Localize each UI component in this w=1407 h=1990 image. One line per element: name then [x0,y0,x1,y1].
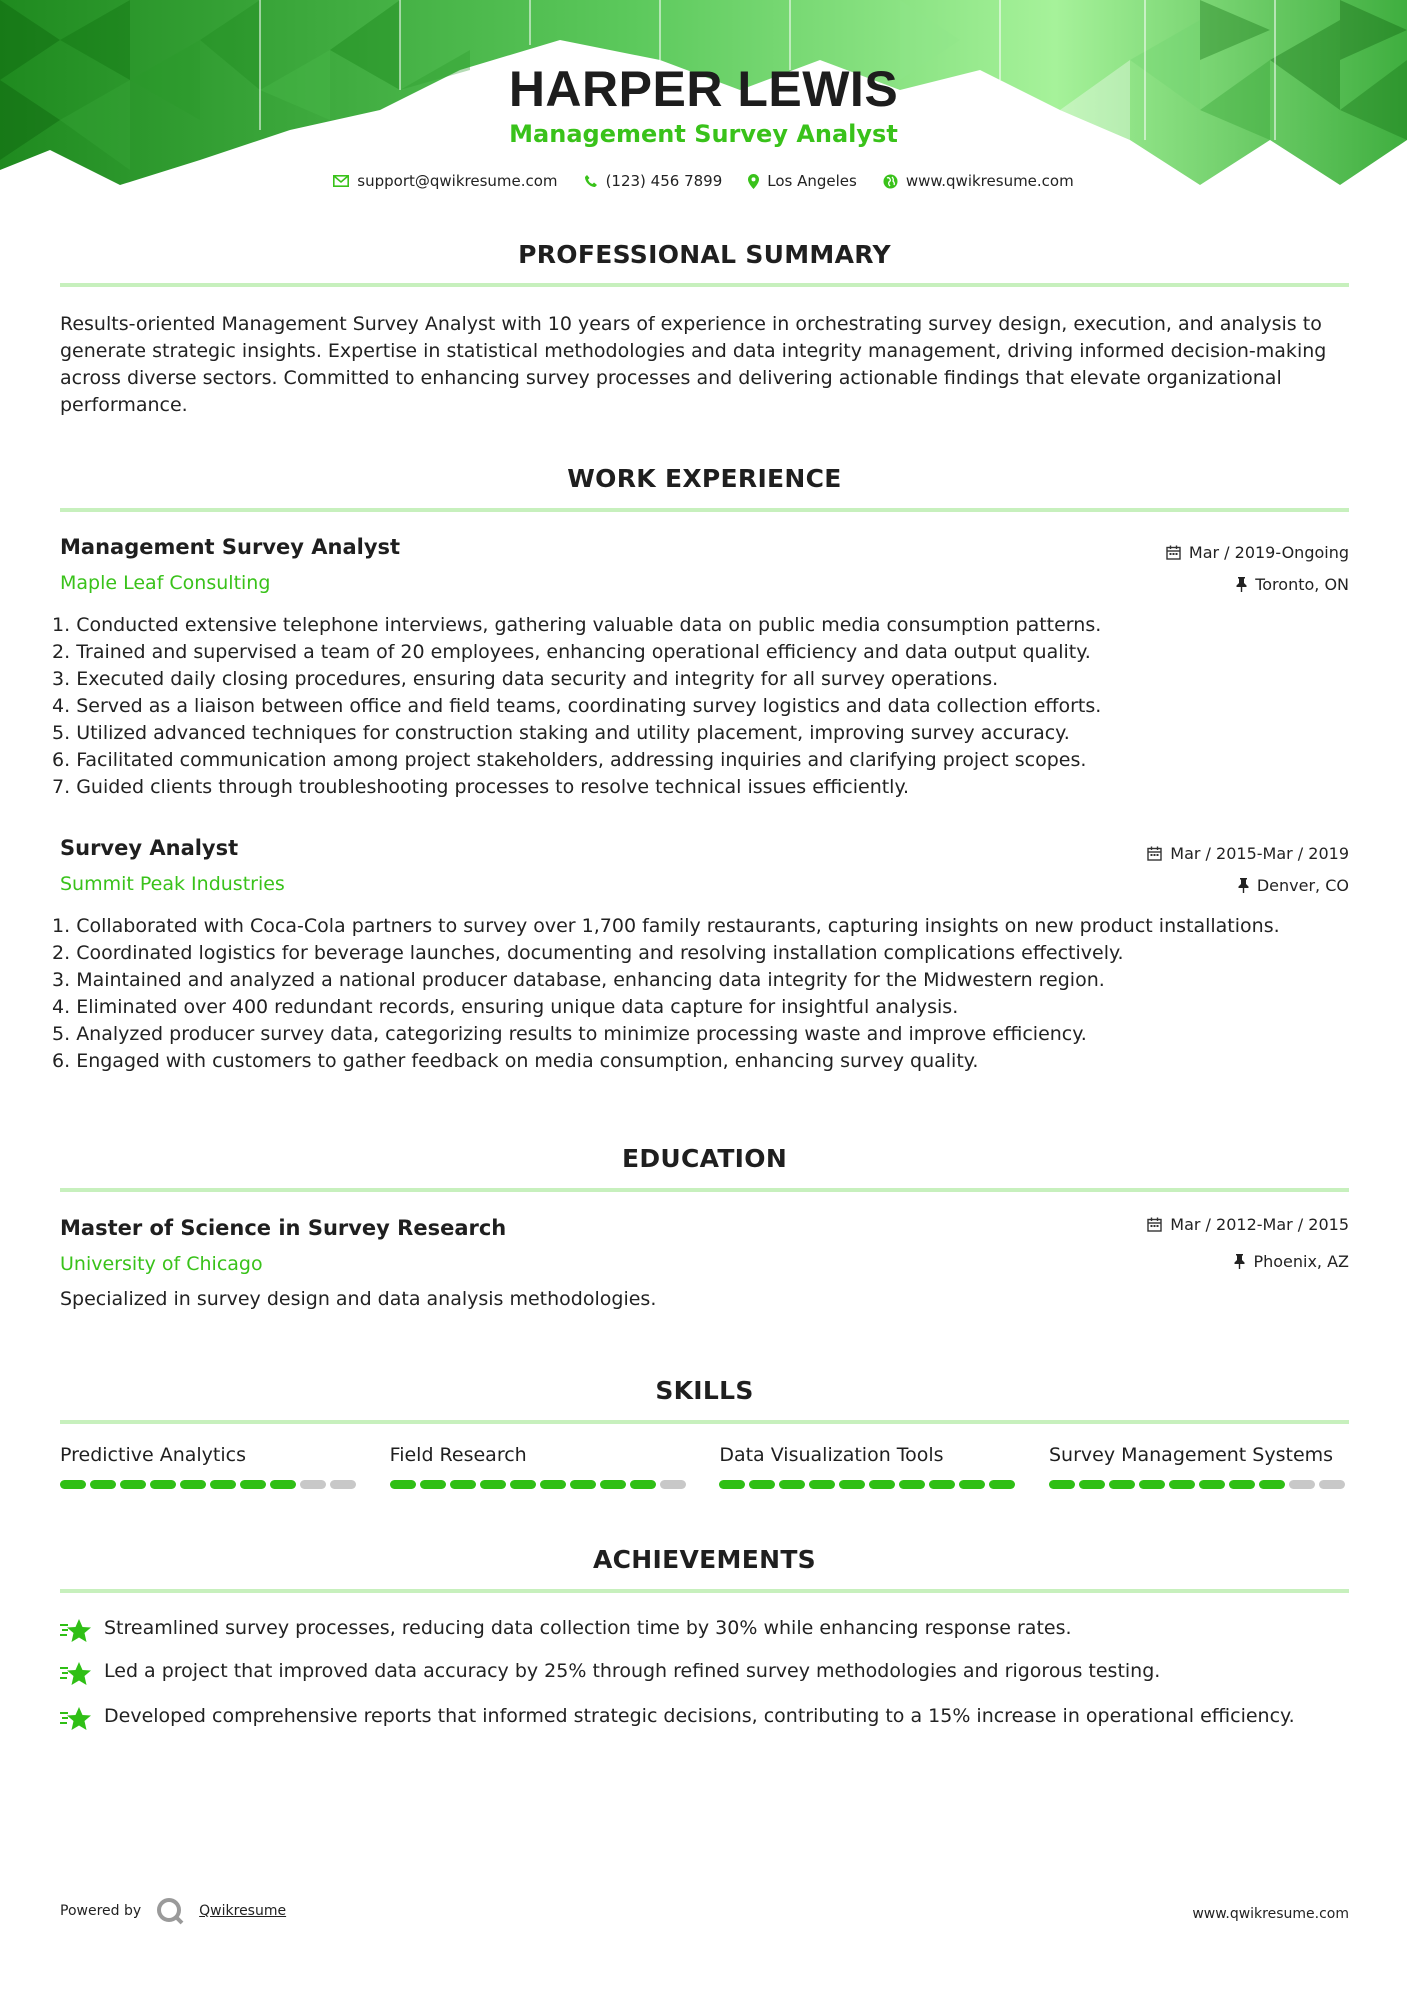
achievements-divider [60,1589,1349,1593]
summary-divider [60,283,1349,287]
skill-dot-filled [60,1480,86,1489]
skill-dot-filled [1229,1480,1255,1489]
skill-dot-filled [839,1480,865,1489]
education-dates-text: Mar / 2012-Mar / 2015 [1170,1215,1349,1234]
skill-dot-empty [1289,1480,1315,1489]
skill-dot-filled [420,1480,446,1489]
duty-item: Engaged with customers to gather feedback on media consumption, enhancing survey quality. [76,1050,979,1072]
contact-phone[interactable] [584,172,723,190]
skill-dot-filled [899,1480,925,1489]
skill-rating [390,1480,690,1489]
skill-rating [719,1480,1019,1489]
contact-email[interactable] [333,172,557,190]
skill-dot-empty [1319,1480,1345,1489]
skill-dot-filled [630,1480,656,1489]
education-heading: EDUCATION [621,1144,788,1173]
skill-dot-filled [989,1480,1015,1489]
skill-dot-empty [660,1480,686,1489]
experience-heading: WORK EXPERIENCE [567,464,842,493]
skill-dot-filled [540,1480,566,1489]
footer-branding [60,1896,286,1926]
skills-heading: SKILLS [655,1376,754,1405]
skill-rating [1049,1480,1349,1489]
powered-by-label: Powered by [60,1903,142,1919]
job-company: Maple Leaf Consulting [60,572,271,594]
skill-dot-filled [600,1480,626,1489]
achievement-item [60,1703,1349,1733]
skill-dot-filled [480,1480,506,1489]
candidate-title: Management Survey Analyst [509,120,898,148]
skill-item [60,1444,360,1489]
skill-dot-empty [300,1480,326,1489]
education-dates [1147,1215,1349,1234]
skill-dot-empty [330,1480,356,1489]
skill-dot-filled [90,1480,116,1489]
education-school: University of Chicago [60,1253,263,1275]
skill-rating [60,1480,360,1489]
qwikresume-link[interactable]: Qwikresume [199,1903,287,1919]
duty-item: Analyzed producer survey data, categorizing results to minimize processing waste and improve efficiency. [76,1023,1087,1045]
job-title: Management Survey Analyst [60,535,401,559]
skill-dot-filled [749,1480,775,1489]
achievement-item [60,1615,1349,1645]
job-dates-text: Mar / 2019-Ongoing [1188,543,1349,562]
education-location-text: Phoenix, AZ [1253,1252,1349,1271]
skill-item [1049,1444,1349,1489]
calendar-icon [1147,846,1162,861]
qwikresume-logo-icon [155,1896,185,1926]
skill-dot-filled [210,1480,236,1489]
map-pin-icon [748,174,759,189]
summary-heading: PROFESSIONAL SUMMARY [518,240,891,269]
education-divider [60,1188,1349,1192]
achievements-heading: ACHIEVEMENTS [593,1545,816,1574]
skill-dot-filled [1139,1480,1165,1489]
location-text: Los Angeles [767,172,857,190]
contact-website[interactable] [883,172,1074,190]
skill-dot-filled [240,1480,266,1489]
skill-dot-filled [1079,1480,1105,1489]
skills-list [60,1444,1349,1489]
job-duties-list [52,913,1352,1075]
skill-dot-filled [1109,1480,1135,1489]
skill-dot-filled [150,1480,176,1489]
website-text: www.qwikresume.com [905,172,1074,190]
pushpin-icon [1238,878,1249,893]
duty-item: Maintained and analyzed a national producer database, enhancing data integrity for the Midwestern region. [76,969,1105,991]
education-description: Specialized in survey design and data analysis methodologies. [60,1288,657,1310]
phone-text: (123) 456 7899 [605,172,723,190]
footer-website[interactable]: www.qwikresume.com [1192,1906,1349,1922]
skill-dot-filled [869,1480,895,1489]
candidate-name: HARPER LEWIS [508,61,899,117]
skill-name: Survey Management Systems [1048,1444,1334,1466]
contact-bar [0,172,1407,190]
experience-divider [60,508,1349,512]
skill-dot-filled [779,1480,805,1489]
calendar-icon [1147,1217,1162,1232]
job-dates [1166,543,1349,562]
job-duties-list [52,612,1352,801]
job-company: Summit Peak Industries [60,873,285,895]
duty-item: Served as a liaison between office and field teams, coordinating survey logistics and data collection efforts. [76,695,1102,717]
skill-dot-filled [1169,1480,1195,1489]
skill-dot-filled [270,1480,296,1489]
achievement-text: Streamlined survey processes, reducing data collection time by 30% while enhancing response rates. [104,1617,1072,1639]
duty-item: Executed daily closing procedures, ensuring data security and integrity for all survey operations. [76,668,999,690]
duty-item: Facilitated communication among project stakeholders, addressing inquiries and clarifying project scopes. [76,749,1087,771]
skill-dot-filled [809,1480,835,1489]
skill-dot-filled [180,1480,206,1489]
star-icon [60,1617,92,1645]
achievement-text: Developed comprehensive reports that informed strategic decisions, contributing to a 15% increase in operational efficiency. [104,1705,1295,1727]
globe-icon [883,174,898,189]
star-icon [60,1705,92,1733]
education-location [1234,1252,1349,1271]
duty-item: Guided clients through troubleshooting processes to resolve technical issues efficiently. [76,776,910,798]
duty-item: Collaborated with Coca-Cola partners to survey over 1,700 family restaurants, capturing insights on new product installations. [76,915,1280,937]
phone-icon [584,174,598,188]
skill-dot-filled [390,1480,416,1489]
duty-item: Eliminated over 400 redundant records, ensuring unique data capture for insightful analysis. [76,996,959,1018]
email-text: support@qwikresume.com [357,172,558,190]
achievement-item [60,1658,1349,1688]
skill-dot-filled [1199,1480,1225,1489]
job-dates [1147,844,1349,863]
envelope-icon [333,175,349,187]
duty-item: Conducted extensive telephone interviews, gathering valuable data on public media consumption patterns. [76,614,1102,636]
skill-item [719,1444,1019,1489]
job-location [1238,876,1349,895]
job-title: Survey Analyst [60,836,239,860]
job-location-text: Denver, CO [1256,876,1349,895]
skill-dot-filled [570,1480,596,1489]
calendar-icon [1166,545,1181,560]
duty-item: Coordinated logistics for beverage launches, documenting and resolving installation complications effectively. [76,942,1124,964]
achievement-text: Led a project that improved data accuracy by 25% through refined survey methodologies and rigorous testing. [104,1660,1161,1682]
pushpin-icon [1236,577,1247,592]
duty-item: Trained and supervised a team of 20 employees, enhancing operational efficiency and data output quality. [76,641,1091,663]
skills-divider [60,1420,1349,1424]
job-location [1236,575,1349,594]
education-degree: Master of Science in Survey Research [60,1216,507,1240]
duty-item: Utilized advanced techniques for construction staking and utility placement, improving survey accuracy. [76,722,1070,744]
skill-dot-filled [450,1480,476,1489]
skill-dot-filled [719,1480,745,1489]
skill-name: Predictive Analytics [60,1444,246,1466]
skill-dot-filled [1049,1480,1075,1489]
skill-dot-filled [1259,1480,1285,1489]
skill-dot-filled [959,1480,985,1489]
skill-name: Data Visualization Tools [719,1444,944,1466]
contact-location [748,172,857,190]
skill-item [390,1444,690,1489]
skill-dot-filled [510,1480,536,1489]
summary-text: Results-oriented Management Survey Analyst with 10 years of experience in orchestrating survey design, execution, and analysis to generate strategic insights. Expertise in statistical methodologies and data integrity management, driving informed decision-making across diverse sectors. Committed to enhancing survey processes and delivering actionable findings that elevate organizational performance. [60,313,1327,416]
job-dates-text: Mar / 2015-Mar / 2019 [1170,844,1349,863]
skill-name: Field Research [389,1444,527,1466]
pushpin-icon [1234,1254,1245,1269]
skill-dot-filled [120,1480,146,1489]
skill-dot-filled [929,1480,955,1489]
star-icon [60,1660,92,1688]
job-location-text: Toronto, ON [1255,575,1349,594]
